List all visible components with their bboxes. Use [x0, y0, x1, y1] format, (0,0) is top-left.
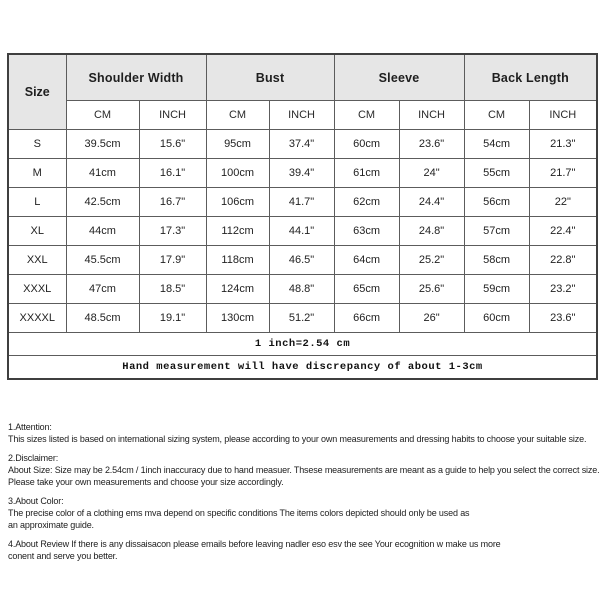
measurement-value-cm: 60cm: [334, 130, 399, 159]
conversion-note: 1 inch=2.54 cm: [8, 333, 597, 356]
unit-header-inch: INCH: [529, 101, 597, 130]
column-header-sleeve: Sleeve: [334, 54, 464, 101]
column-header-back-length: Back Length: [464, 54, 597, 101]
unit-header-cm: CM: [464, 101, 529, 130]
measurement-value-inch: 51.2": [269, 304, 334, 333]
note-line: 2.Disclaimer:: [8, 453, 59, 463]
measurement-value-inch: 48.8": [269, 275, 334, 304]
size-label: XL: [8, 217, 66, 246]
measurement-value-cm: 47cm: [66, 275, 139, 304]
conversion-note-row: [8, 333, 597, 356]
measurement-value-inch: 22.4": [529, 217, 597, 246]
note-section-3: [8, 495, 598, 531]
unit-header-cm: CM: [66, 101, 139, 130]
measurement-value-inch: 24.4": [399, 188, 464, 217]
size-row-xl: [8, 217, 597, 246]
measurement-value-inch: 23.6": [399, 130, 464, 159]
column-header-size: Size: [8, 54, 66, 130]
measurement-value-cm: 58cm: [464, 246, 529, 275]
unit-header-inch: INCH: [269, 101, 334, 130]
note-line: Please take your own measurements and choose your size accordingly.: [8, 477, 284, 487]
measurement-value-inch: 16.1": [139, 159, 206, 188]
size-label: XXXL: [8, 275, 66, 304]
measurement-value-inch: 25.2": [399, 246, 464, 275]
note-line: About Size: Size may be 2.54cm / 1inch inaccuracy due to hand measuer. Thsese measurements are meant as a guide to help you select the correct size.: [8, 465, 600, 475]
measurement-value-cm: 59cm: [464, 275, 529, 304]
measurement-value-inch: 37.4": [269, 130, 334, 159]
size-chart-table: [7, 53, 598, 380]
size-row-l: [8, 188, 597, 217]
size-row-xxxxl: [8, 304, 597, 333]
measurement-value-cm: 61cm: [334, 159, 399, 188]
size-label: L: [8, 188, 66, 217]
measurement-value-inch: 17.9": [139, 246, 206, 275]
measurement-value-cm: 130cm: [206, 304, 269, 333]
measurement-note: Hand measurement will have discrepancy of about 1-3cm: [8, 356, 597, 380]
measurement-value-inch: 25.6": [399, 275, 464, 304]
measurement-value-inch: 15.6": [139, 130, 206, 159]
measurement-value-cm: 66cm: [334, 304, 399, 333]
measurement-value-inch: 24": [399, 159, 464, 188]
size-label: XXXXL: [8, 304, 66, 333]
note-section-2: [8, 452, 598, 488]
measurement-value-cm: 55cm: [464, 159, 529, 188]
measurement-value-cm: 41cm: [66, 159, 139, 188]
measurement-value-cm: 54cm: [464, 130, 529, 159]
measurement-value-inch: 41.7": [269, 188, 334, 217]
measurement-value-cm: 57cm: [464, 217, 529, 246]
note-section-4: [8, 538, 598, 562]
size-label: XXL: [8, 246, 66, 275]
measurement-value-inch: 22": [529, 188, 597, 217]
size-row-xxxl: [8, 275, 597, 304]
note-line: The precise color of a clothing ems mva depend on specific conditions The items colors depicted should only be used as: [8, 508, 470, 518]
column-header-bust: Bust: [206, 54, 334, 101]
table-group-header-row: [8, 54, 597, 101]
measurement-value-inch: 24.8": [399, 217, 464, 246]
size-label: S: [8, 130, 66, 159]
measurement-value-cm: 44cm: [66, 217, 139, 246]
measurement-value-inch: 23.6": [529, 304, 597, 333]
measurement-value-cm: 64cm: [334, 246, 399, 275]
measurement-value-inch: 18.5": [139, 275, 206, 304]
note-line: 4.About Review If there is any dissaisacon please emails before leaving nadler eso esv the see Your ecognition w make us more: [8, 539, 501, 549]
unit-header-inch: INCH: [139, 101, 206, 130]
measurement-value-cm: 65cm: [334, 275, 399, 304]
measurement-value-cm: 60cm: [464, 304, 529, 333]
size-label: M: [8, 159, 66, 188]
measurement-value-cm: 112cm: [206, 217, 269, 246]
measurement-value-inch: 21.7": [529, 159, 597, 188]
measurement-value-cm: 100cm: [206, 159, 269, 188]
measurement-value-cm: 106cm: [206, 188, 269, 217]
measurement-value-cm: 62cm: [334, 188, 399, 217]
measurement-value-inch: 39.4": [269, 159, 334, 188]
note-line: 1.Attention:: [8, 422, 52, 432]
table-unit-header-row: [8, 101, 597, 130]
measurement-value-inch: 19.1": [139, 304, 206, 333]
unit-header-cm: CM: [334, 101, 399, 130]
measurement-value-cm: 63cm: [334, 217, 399, 246]
measurement-value-cm: 48.5cm: [66, 304, 139, 333]
size-row-s: [8, 130, 597, 159]
note-line: This sizes listed is based on international sizing system, please according to your own measurements and dressing habits to choose your suitable size.: [8, 434, 587, 444]
measurement-value-cm: 39.5cm: [66, 130, 139, 159]
measurement-value-inch: 21.3": [529, 130, 597, 159]
size-row-m: [8, 159, 597, 188]
measurement-value-cm: 42.5cm: [66, 188, 139, 217]
measurement-value-inch: 44.1": [269, 217, 334, 246]
measurement-value-inch: 22.8": [529, 246, 597, 275]
note-section-1: [8, 421, 598, 445]
note-line: conent and serve you better.: [8, 551, 118, 561]
unit-header-cm: CM: [206, 101, 269, 130]
note-line: an approximate guide.: [8, 520, 94, 530]
unit-header-inch: INCH: [399, 101, 464, 130]
measurement-value-inch: 16.7": [139, 188, 206, 217]
measurement-value-cm: 118cm: [206, 246, 269, 275]
measurement-value-inch: 17.3": [139, 217, 206, 246]
measurement-value-inch: 26": [399, 304, 464, 333]
measurement-value-inch: 23.2": [529, 275, 597, 304]
measurement-note-row: [8, 356, 597, 380]
measurement-value-cm: 95cm: [206, 130, 269, 159]
size-row-xxl: [8, 246, 597, 275]
measurement-value-cm: 56cm: [464, 188, 529, 217]
note-line: 3.About Color:: [8, 496, 64, 506]
measurement-value-cm: 124cm: [206, 275, 269, 304]
column-header-shoulder-width: Shoulder Width: [66, 54, 206, 101]
notes-section: [8, 421, 598, 569]
measurement-value-inch: 46.5": [269, 246, 334, 275]
measurement-value-cm: 45.5cm: [66, 246, 139, 275]
